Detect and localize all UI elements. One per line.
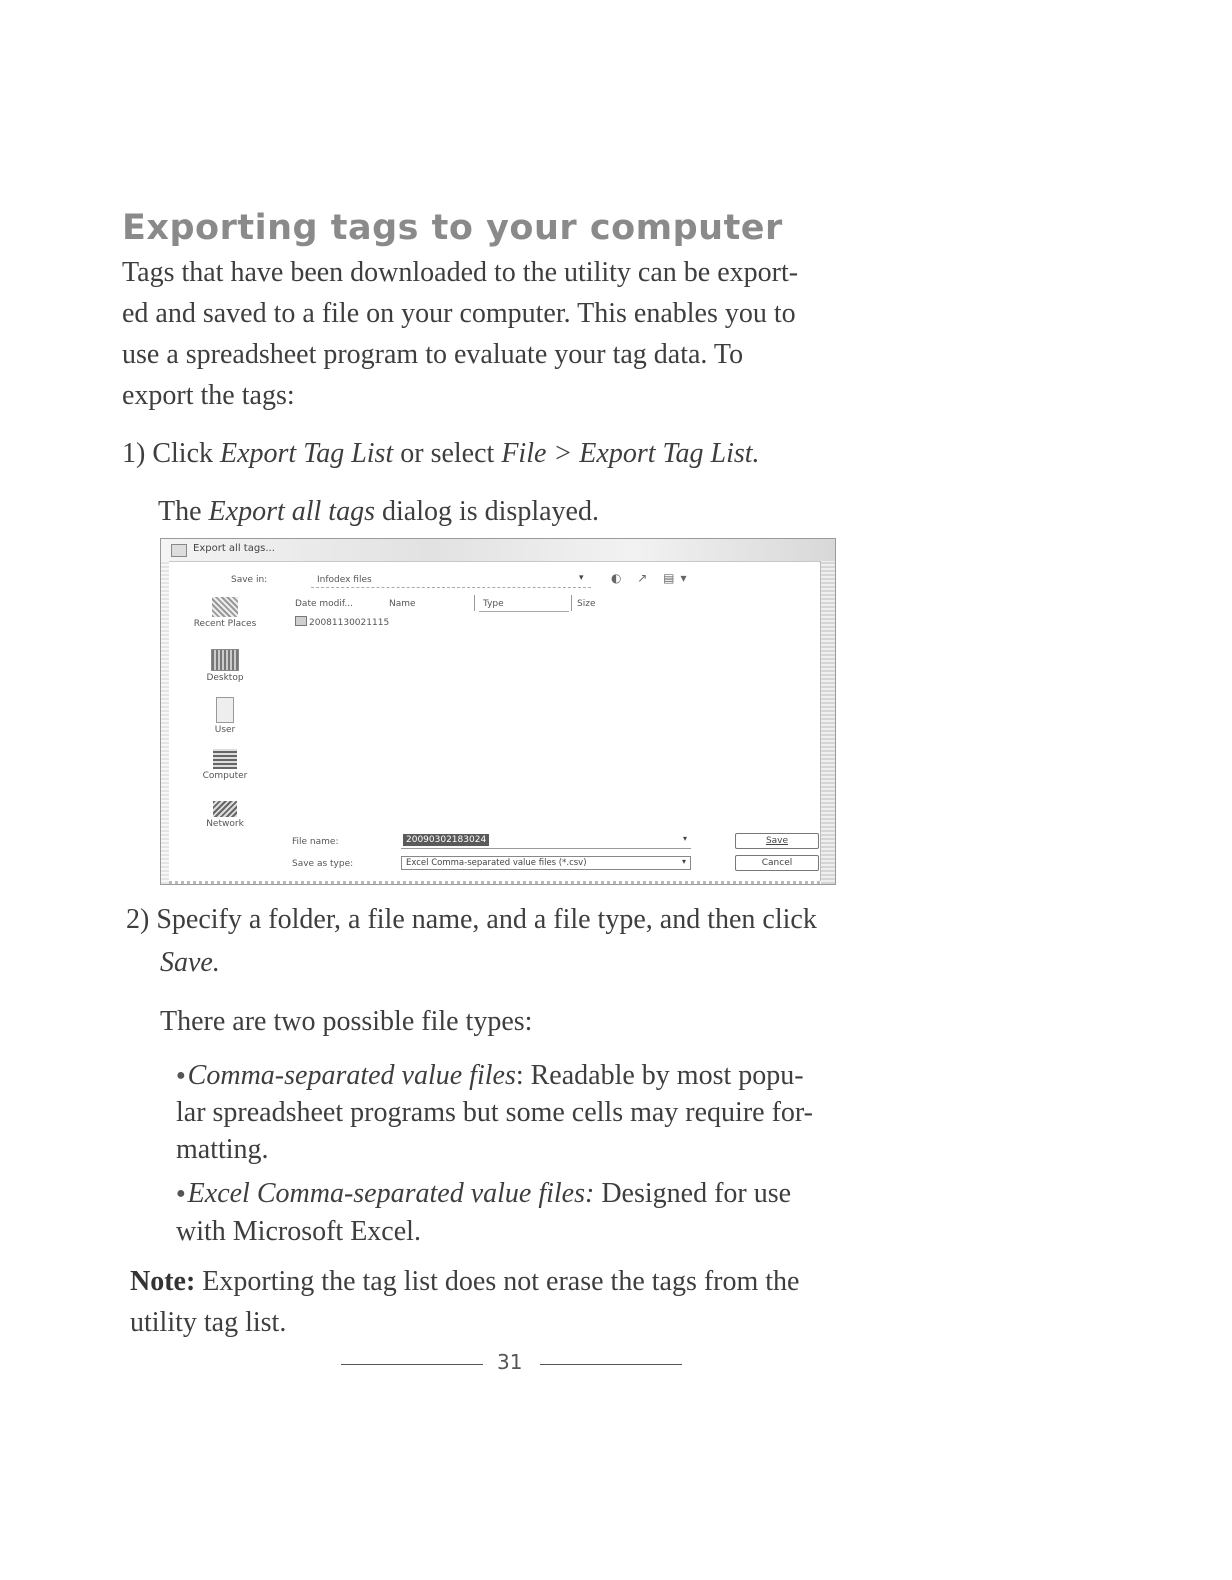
file-types-intro: There are two possible file types: — [160, 1006, 533, 1037]
file-list-item[interactable] — [295, 616, 389, 628]
dialog-bottom-border — [169, 881, 821, 884]
step-1-result — [158, 491, 599, 532]
cancel-button[interactable]: Cancel — [735, 855, 819, 871]
column-divider — [479, 611, 569, 612]
intro-line: export the tags: — [122, 380, 295, 411]
place-user[interactable] — [175, 697, 275, 735]
note-text-line: utility tag list. — [130, 1307, 287, 1338]
dialog-left-border — [161, 561, 169, 884]
save-in-underline — [311, 587, 591, 588]
dialog-right-border — [820, 561, 835, 884]
user-icon — [216, 697, 234, 723]
step-text: Click — [152, 438, 220, 469]
file-name-label: File name: — [292, 837, 339, 847]
section-heading: Exporting tags to your computer — [122, 208, 783, 248]
place-network[interactable] — [175, 801, 275, 829]
column-date[interactable]: Date modif... — [295, 599, 353, 609]
chevron-down-icon[interactable]: ▾ — [681, 857, 686, 866]
step-text: or select — [393, 438, 502, 469]
bullet-text-line: lar spreadsheet programs but some cells may require for- — [176, 1097, 813, 1128]
chevron-down-icon[interactable]: ▾ — [579, 573, 584, 583]
bullet-item — [176, 1055, 804, 1096]
bullet-emphasis: Excel Comma-separated value files: — [187, 1178, 595, 1209]
column-name[interactable]: Name — [389, 599, 416, 609]
place-label: Recent Places — [193, 619, 257, 629]
step-emphasis: Export Tag List — [220, 438, 394, 469]
file-name-value: 20090302183024 — [403, 834, 489, 846]
bullet-text: : Readable by most popu- — [515, 1060, 804, 1091]
bullet-text: Designed for use — [594, 1178, 792, 1209]
step-text: dialog is displayed. — [374, 496, 599, 527]
step-number: 1) — [122, 438, 146, 469]
step-text: Specify a folder, a file name, and a file type, and then click — [156, 904, 817, 935]
chevron-down-icon[interactable]: ▾ — [682, 834, 687, 843]
computer-icon — [213, 749, 237, 769]
column-divider — [571, 595, 572, 611]
page-number: 31 — [497, 1350, 523, 1374]
footer-rule-left — [341, 1364, 483, 1365]
place-desktop[interactable] — [175, 649, 275, 683]
bullet-emphasis: Comma-separated value files — [187, 1060, 516, 1091]
dialog-title: Export all tags... — [193, 543, 275, 554]
save-as-type-value: Excel Comma-separated value files (*.csv) — [406, 858, 587, 868]
note-label: Note: — [130, 1266, 196, 1297]
bullet-text-line: with Microsoft Excel. — [176, 1216, 421, 1247]
recent-places-icon — [212, 597, 238, 617]
bullet-item — [176, 1173, 791, 1214]
file-name-input[interactable] — [401, 834, 691, 849]
export-dialog-screenshot — [160, 538, 836, 885]
bullet-text-line: matting. — [176, 1134, 269, 1165]
save-button[interactable]: Save — [735, 833, 819, 849]
step-2 — [126, 899, 817, 940]
step-emphasis: Export all tags — [208, 496, 375, 527]
column-divider — [474, 595, 475, 611]
intro-line: use a spreadsheet program to evaluate your tag data. To — [122, 339, 744, 370]
place-label: Computer — [202, 771, 248, 781]
network-icon — [213, 801, 237, 817]
desktop-icon — [211, 649, 239, 671]
app-icon — [171, 544, 187, 557]
step-emphasis: File > Export Tag List. — [501, 438, 760, 469]
intro-line: Tags that have been downloaded to the utility can be export- — [122, 257, 799, 288]
file-name: 20081130021115 — [309, 618, 390, 628]
note-text: Exporting the tag list does not erase the tags from the — [195, 1266, 800, 1297]
place-label: Network — [206, 819, 244, 829]
intro-paragraph — [122, 252, 882, 416]
place-label: Desktop — [206, 673, 244, 683]
step-text: The — [158, 496, 209, 527]
intro-line: ed and saved to a file on your computer. This enables you to — [122, 298, 796, 329]
save-as-type-label: Save as type: — [292, 859, 354, 869]
place-computer[interactable] — [175, 749, 275, 781]
column-size[interactable]: Size — [577, 599, 596, 609]
save-in-select[interactable]: Infodex files — [317, 575, 372, 585]
dialog-titlebar — [161, 539, 835, 562]
toolbar-icons[interactable]: ◐ ↗ ▤▾ — [611, 571, 693, 585]
footer-rule-right — [540, 1364, 682, 1365]
file-icon — [295, 616, 307, 626]
place-label: User — [214, 725, 236, 735]
save-as-type-select[interactable] — [401, 856, 691, 870]
step-1 — [122, 433, 760, 474]
bullet-icon: ● — [176, 1067, 186, 1084]
save-in-label: Save in: — [231, 575, 268, 585]
column-type[interactable]: Type — [483, 599, 504, 609]
place-recent[interactable] — [175, 597, 275, 629]
step-number: 2) — [126, 904, 150, 935]
note-paragraph — [130, 1261, 799, 1302]
step-2-continued — [160, 942, 220, 983]
step-emphasis: Save. — [160, 947, 220, 978]
bullet-icon: ● — [176, 1185, 186, 1202]
